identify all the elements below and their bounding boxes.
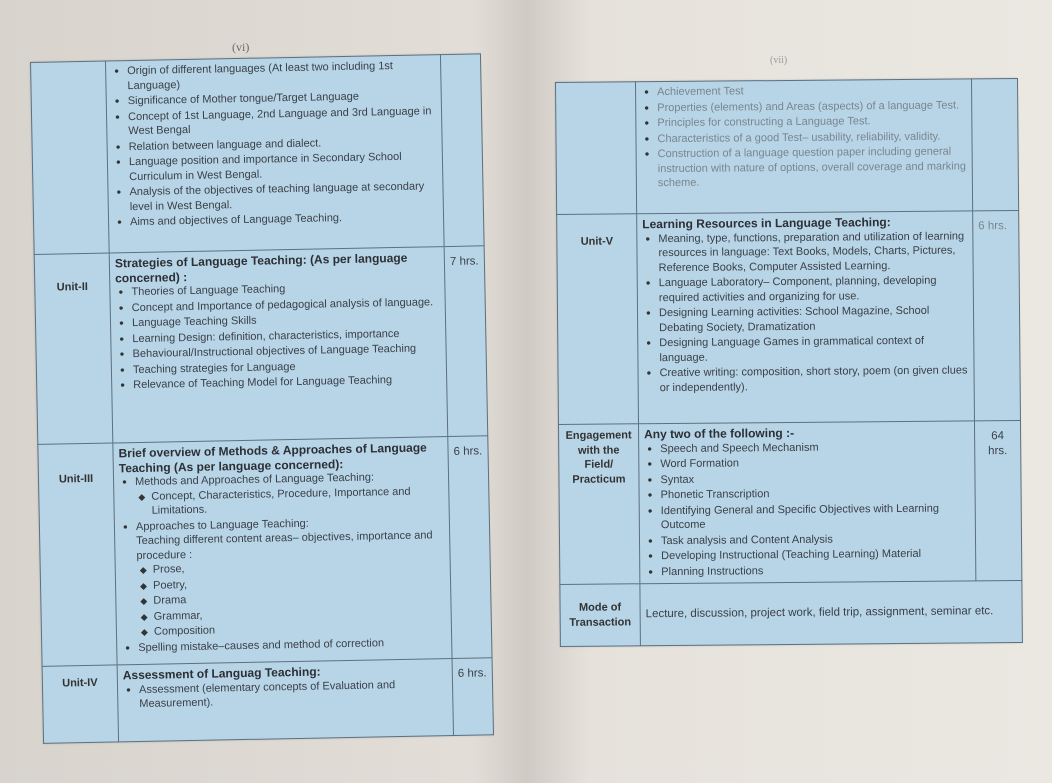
unit-label-empty (31, 61, 110, 254)
hours-empty (971, 78, 1018, 210)
list-item: ● Word Formation (660, 454, 969, 471)
unit2-label: Unit-II (34, 253, 113, 444)
list-item: ● Designing Learning activities: School Magazine, School Debating Society, Dramatization (659, 303, 968, 335)
unit5-label: Unit-V (557, 214, 639, 425)
unit4-content (117, 659, 453, 742)
sub-list-item: ◆ Grammar, (154, 604, 446, 624)
list-item (135, 469, 444, 518)
sub-list-item: ◆ Drama (153, 588, 445, 608)
unit3-hours: 6 hrs. (448, 436, 492, 659)
unit2-hours: 7 hrs. (444, 246, 488, 437)
unit3-item1-sublist (135, 484, 443, 519)
unit1-content (105, 55, 444, 253)
unit3-item2-text: Teaching different content areas– objectives, importance and procedure : (136, 529, 433, 562)
list-item: ● Aims and objectives of Language Teaching. (130, 209, 438, 229)
unit3-item2-sublist (137, 557, 446, 639)
sub-list-item: ◆ Composition (154, 619, 446, 639)
sub-list-item: ◆ Poetry, (153, 573, 445, 593)
list-item: ● Speech and Speech Mechanism (660, 439, 969, 456)
page-number-left: (vi) (232, 40, 250, 54)
list-item: ● Task analysis and Content Analysis (661, 531, 970, 548)
unit1-list (111, 58, 438, 230)
list-item: ● Relation between language and dialect. (129, 134, 437, 154)
page-number-right: (vii) (770, 55, 788, 66)
list-item: ● Properties (elements) and Areas (aspects) of a language Test. (657, 98, 966, 115)
list-item: ● Significance of Mother tongue/Target Language (128, 88, 436, 108)
list-item: ● Analysis of the objectives of teaching language at secondary level in West Bengal. (129, 179, 437, 214)
sub-list-item: ◆ Prose, (153, 557, 445, 577)
unit4-hours: 6 hrs. (452, 658, 493, 736)
list-item: ● Construction of a language question paper including general instruction with nature of options, overall coverage and marking scheme. (658, 144, 967, 190)
unit5-content (637, 211, 975, 424)
list-item: ● Language Laboratory– Component, planning, developing required activities and organizing for use. (659, 273, 968, 305)
unit2-list (115, 279, 441, 393)
list-item: ● Behavioural/Instructional objectives of Language Teaching (132, 341, 440, 361)
list-item: ● Developing Instructional (Teaching Learning) Material (661, 546, 970, 563)
list-item: ● Origin of different languages (At least two including 1st Language) (127, 58, 435, 93)
list-item: ● Designing Language Games in grammatical context of language. (659, 333, 968, 365)
engagement-hours: 64 hrs. (974, 420, 1021, 580)
list-item: ● Identifying General and Specific Objectives with Learning Outcome (661, 501, 970, 533)
list-item: ● Syntax (660, 470, 969, 487)
list-item: ● Theories of Language Teaching (131, 279, 439, 299)
unit3-content (113, 437, 452, 665)
list-item: ● Achievement Test (657, 82, 966, 99)
unit2-heading: Strategies of Language Teaching: (As per language concerned) : (114, 250, 408, 285)
list-item: ● Phonetic Transcription (661, 485, 970, 502)
engagement-list (644, 439, 970, 579)
list-item (136, 514, 446, 640)
unit2-content (109, 247, 448, 443)
unit4-continued-content (636, 79, 973, 214)
list-item: ● Teaching strategies for Language (133, 357, 441, 377)
left-page-table (30, 53, 493, 744)
list-item: ● Relevance of Teaching Model for Language Teaching (133, 372, 441, 392)
list-item: ● Assessment (elementary concepts of Evaluation and Measurement). (139, 677, 447, 712)
list-item: ● Language Teaching Skills (132, 310, 440, 330)
list-item: ● Creative writing: composition, short story, poem (on given clues or independently). (659, 363, 968, 395)
unit4-list (123, 677, 447, 712)
engagement-content (638, 421, 975, 584)
list-item: ● Concept of 1st Language, 2nd Language and 3rd Language in West Bengal (128, 104, 436, 139)
unit5-hours: 6 hrs. (973, 210, 1021, 420)
unit4-continued-list (641, 82, 967, 190)
hours-empty (440, 54, 484, 247)
mode-content: Lecture, discussion, project work, field trip, assignment, seminar etc. (640, 580, 1023, 645)
unit3-label: Unit-III (38, 443, 117, 666)
list-item: ● Language position and importance in Secondary School Curriculum in West Bengal. (129, 149, 437, 184)
mode-label: Mode of Transaction (560, 584, 641, 647)
right-page-table (555, 78, 1022, 647)
unit3-list (119, 469, 446, 655)
sub-list-item: ◆ Concept, Characteristics, Procedure, Importance and Limitations. (151, 484, 444, 519)
list-item: ● Characteristics of a good Test– usability, reliability, validity. (657, 129, 966, 146)
list-item: ● Learning Design: definition, characteristics, importance (132, 326, 440, 346)
list-item: ● Meaning, type, functions, preparation and utilization of learning resources in language: Text Books, Models, Charts, Pictures, Reference Books, Computer Assisted Learning. (658, 229, 967, 275)
list-item: ● Concept and Importance of pedagogical analysis of language. (132, 295, 440, 315)
engagement-heading: Any two of the following :- (644, 425, 795, 442)
unit3-heading: Brief overview of Methods & Approaches of Language Teaching (As per language concerned): (118, 440, 427, 475)
unit4-heading: Assessment of Languag Teaching: (122, 664, 321, 683)
unit4-label: Unit-IV (42, 665, 118, 743)
list-item: ● Principles for constructing a Language Test. (657, 113, 966, 130)
unit3-item1: Methods and Approaches of Language Teaching: (134, 471, 375, 489)
unit-label-empty (556, 82, 637, 215)
engagement-label: Engagement with the Field/ Practicum (558, 424, 639, 585)
list-item: ● Spelling mistake–causes and method of correction (138, 635, 446, 655)
unit5-list (642, 229, 968, 395)
unit5-heading: Learning Resources in Language Teaching: (642, 215, 891, 232)
list-item: ● Planning Instructions (661, 562, 970, 579)
unit3-item2: Approaches to Language Teaching: (135, 517, 309, 533)
